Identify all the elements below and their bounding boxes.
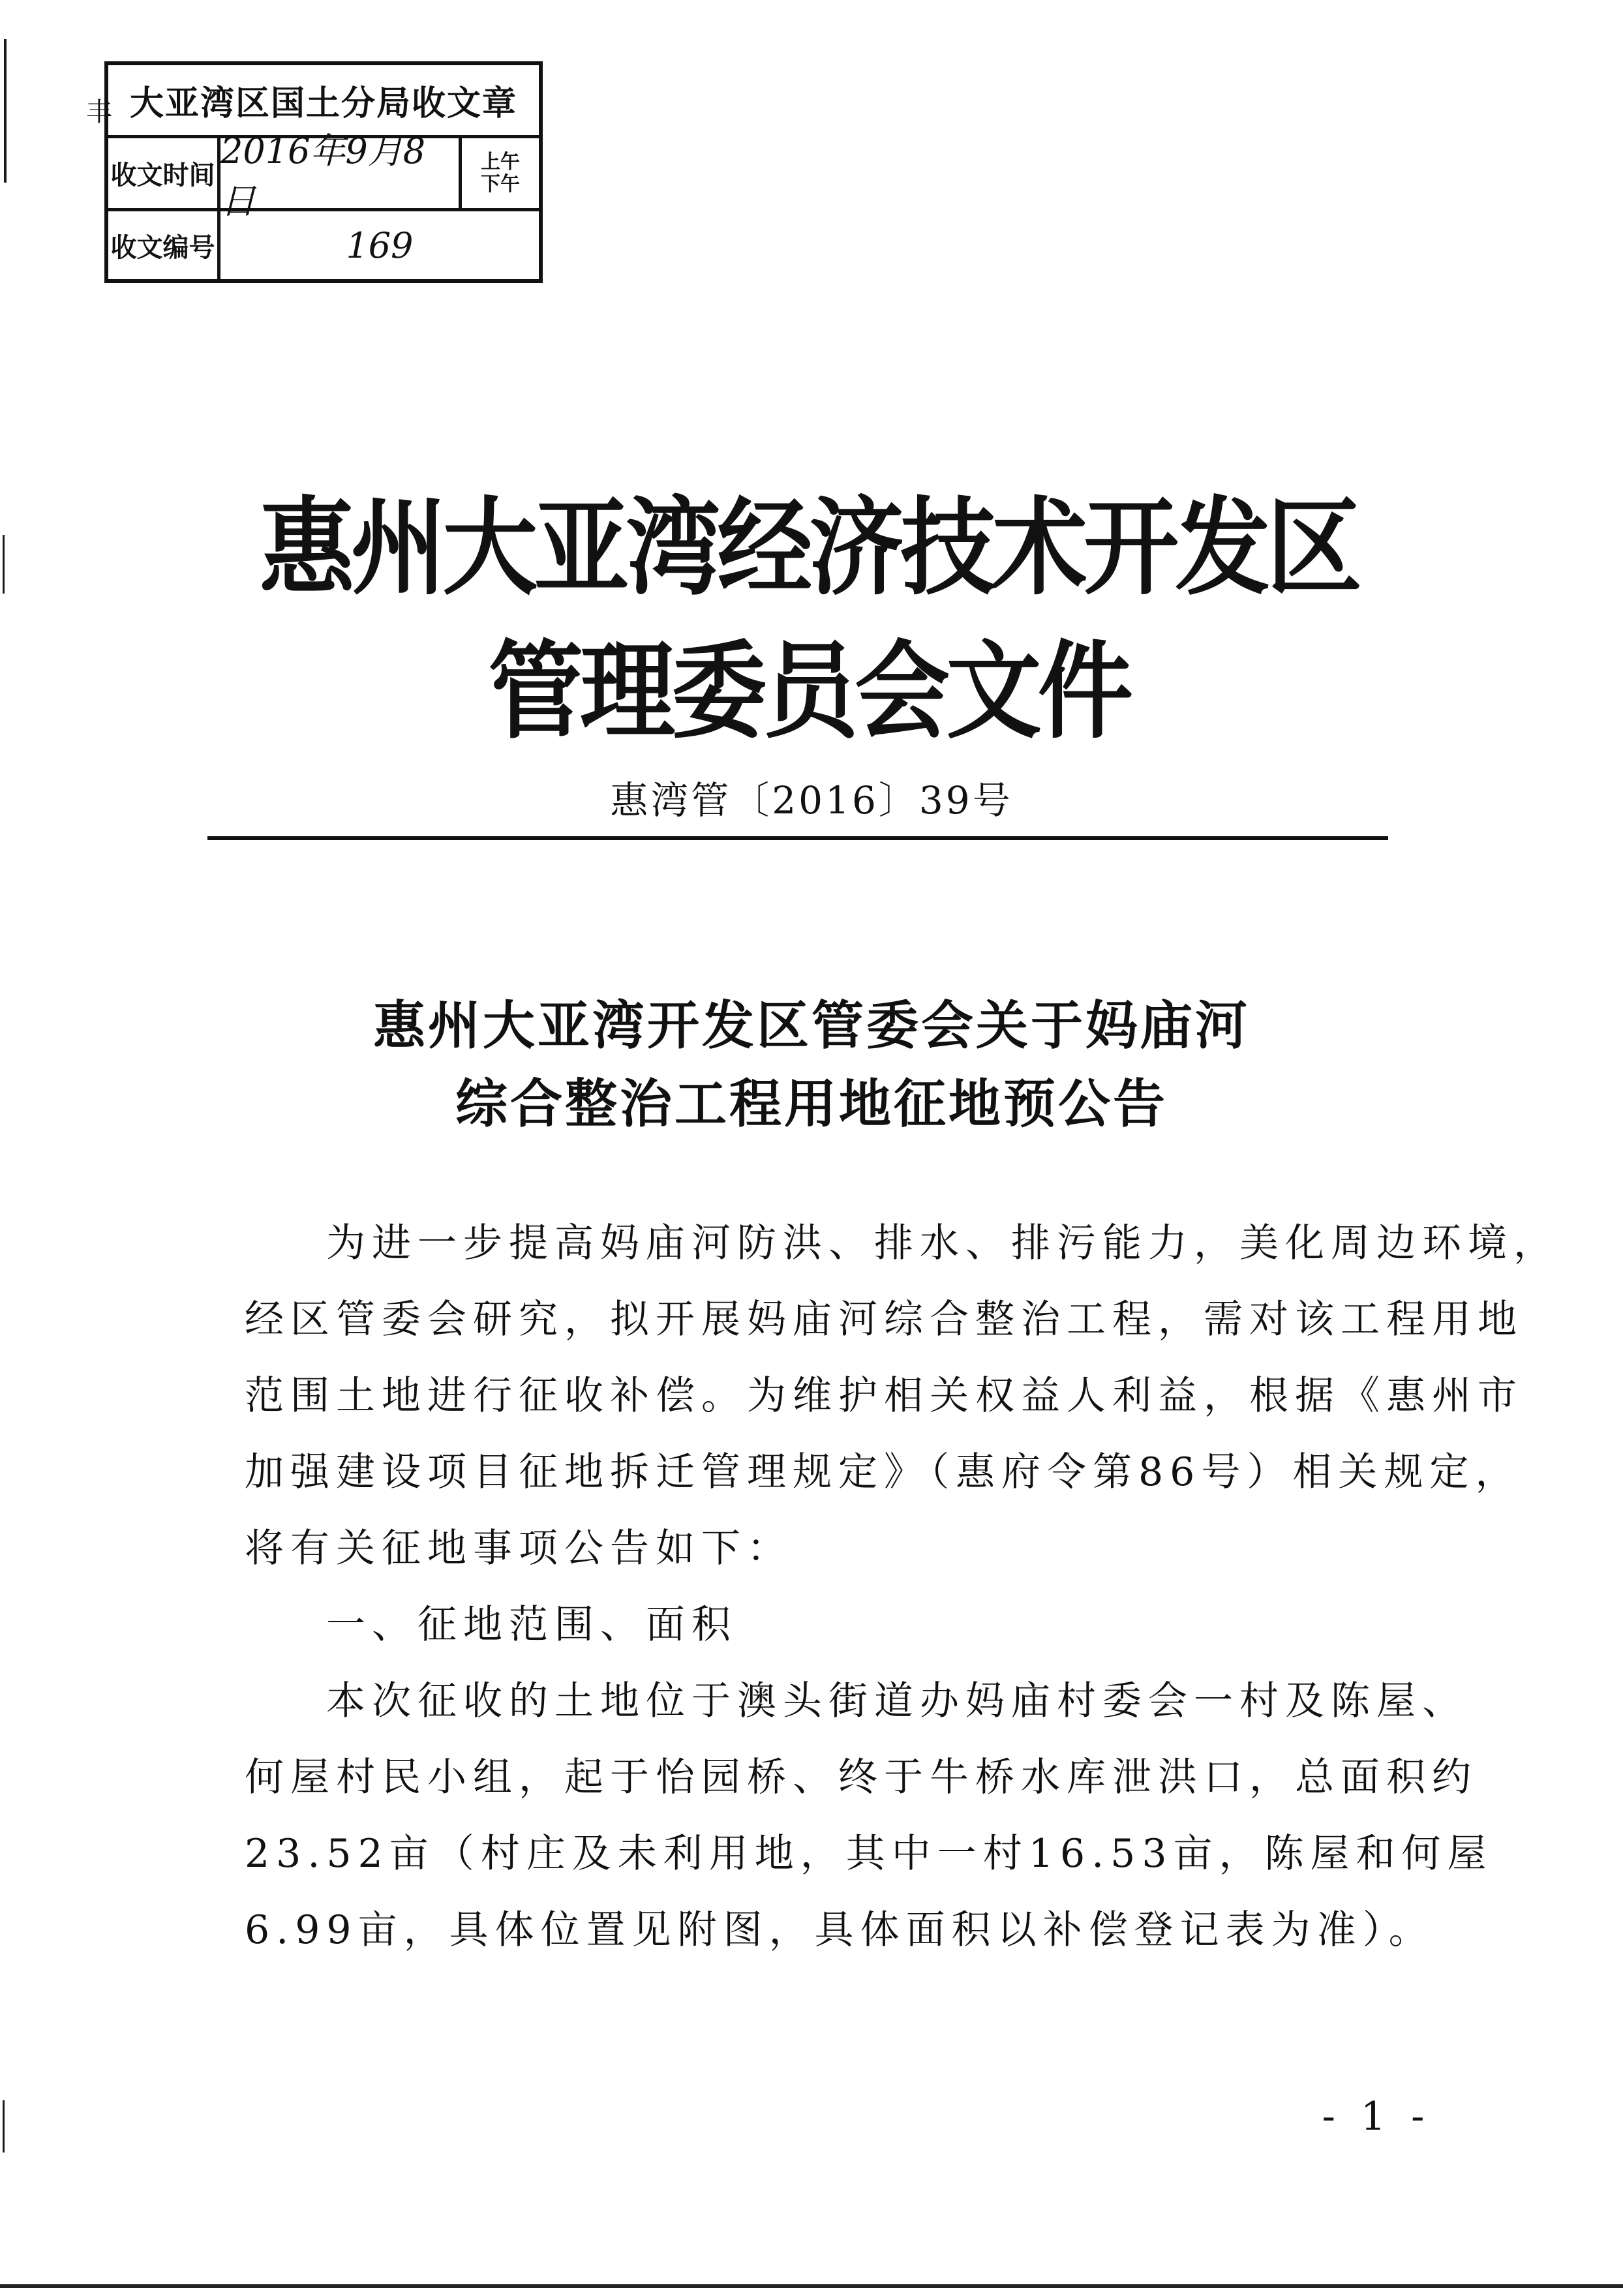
- issuer-header: 惠州大亚湾经济技术开发区管理委员会文件: [259, 486, 1359, 753]
- scan-edge-mark: [3, 2100, 5, 2152]
- notice-title-line-2: 综合整治工程用地征地预公告: [455, 1073, 1168, 1134]
- received-time-label: 收文时间: [108, 138, 220, 208]
- body-line: 为进一步提高妈庙河防洪、排水、排污能力，美化周边环境，: [326, 1220, 1559, 1266]
- body-line: 经区管委会研究，拟开展妈庙河综合整治工程，需对该工程用地: [245, 1297, 1523, 1342]
- body-line: 何屋村民小组，起于怡园桥、终于牛桥水库泄洪口，总面积约: [245, 1755, 1478, 1800]
- am-pm-box: [462, 138, 539, 208]
- body-line: 将有关征地事项公告如下：: [245, 1526, 793, 1571]
- page-number: - 1 -: [1322, 2094, 1431, 2139]
- receipt-stamp: [104, 61, 543, 283]
- body-line: 加强建设项目征地拆迁管理规定》（惠府令第86号）相关规定，: [245, 1449, 1521, 1495]
- document-number: 惠湾管〔2016〕39号: [610, 778, 1013, 823]
- body-line: 6.99亩，具体位置见附图，具体面积以补偿登记表为准）。: [245, 1907, 1434, 1953]
- received-number-label: 收文编号: [108, 211, 220, 279]
- scan-edge-mark: [4, 39, 7, 183]
- scan-bottom-edge: [0, 2284, 1623, 2288]
- stamp-number-row: [108, 211, 539, 279]
- scan-edge-mark: [3, 535, 5, 594]
- body-line: 范围土地进行征收补偿。为维护相关权益人利益，根据《惠州市: [245, 1373, 1523, 1419]
- notice-title-line-1: 惠州大亚湾开发区管委会关于妈庙河: [373, 995, 1250, 1056]
- pm-label: 下午: [481, 172, 520, 196]
- received-number-value: 169: [346, 224, 414, 266]
- body-line: 23.52亩（村庄及未利用地，其中一村16.53亩，陈屋和何屋: [245, 1831, 1493, 1877]
- stamp-time-row: [108, 130, 539, 222]
- received-time-value: 2016年9月8日: [220, 138, 462, 208]
- section-heading: 一、征地范围、面积: [326, 1602, 737, 1648]
- am-label: 上午: [481, 150, 520, 174]
- stamp-side-mark: 丰: [86, 97, 112, 127]
- body-line: 本次征收的土地位于澳头街道办妈庙村委会一村及陈屋、: [326, 1678, 1468, 1724]
- header-divider: [207, 836, 1388, 840]
- stamp-title: 大亚湾区国土分局收文章: [129, 84, 517, 123]
